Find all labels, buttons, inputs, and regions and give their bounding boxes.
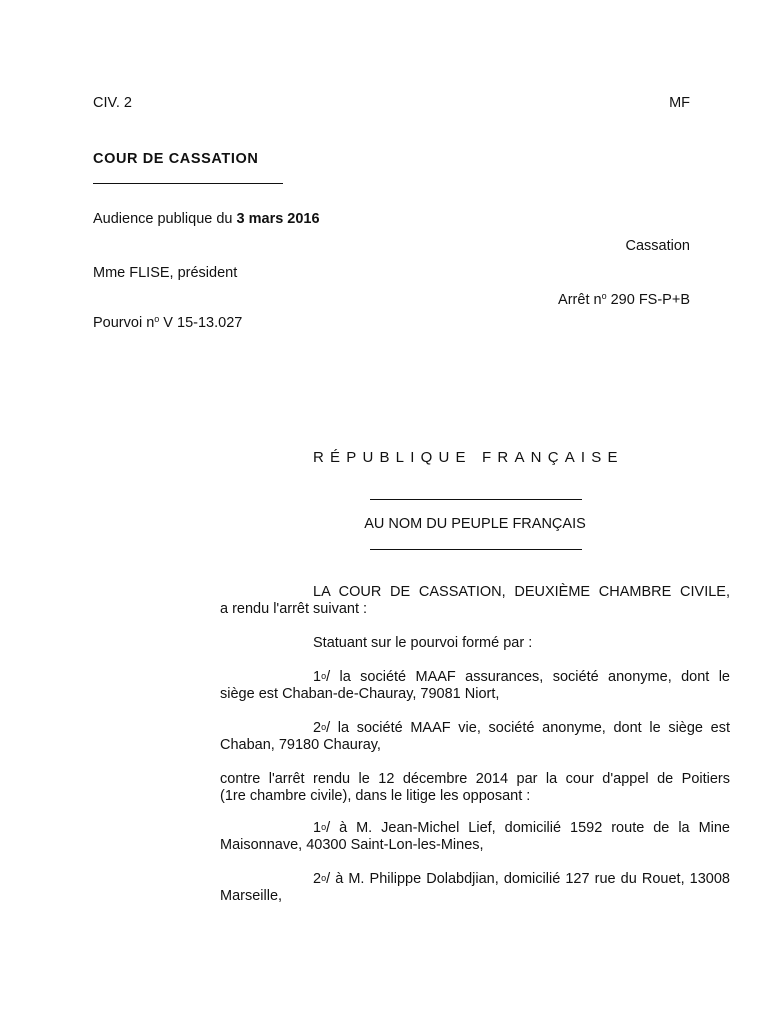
party-1-text: / la société MAAF assurances, société anonyme, dont le — [326, 669, 730, 685]
republic-subtitle-text: AU NOM DU PEUPLE FRANÇAIS — [364, 516, 586, 532]
party-2-num: 2 — [313, 720, 322, 736]
republic-rule-bottom — [370, 549, 582, 550]
paragraph-opponent-1-line2: Maisonnave, 40300 Saint-Lon-les-Mines, — [220, 837, 484, 853]
president-line: Mme FLISE, président — [93, 265, 238, 281]
paragraph-statuant: Statuant sur le pourvoi formé par : — [313, 635, 533, 651]
paragraph-opponent-2-line2: Marseille, — [220, 888, 283, 904]
decision-label: Cassation — [625, 238, 690, 254]
hearing-prefix: Audience publique du — [93, 211, 237, 227]
party-2-sup: o — [321, 722, 327, 732]
paragraph-opponent-2-line1 — [220, 871, 730, 888]
paragraph-court-line2: a rendu l'arrêt suivant : — [220, 601, 368, 617]
republic-title: RÉPUBLIQUE FRANÇAISE — [313, 449, 624, 466]
paragraph-opponent-1 — [220, 820, 730, 854]
paragraph-party-1-line1 — [220, 669, 730, 686]
paragraph-contre-line2: (1re chambre civile), dans le litige les opposant : — [220, 788, 531, 804]
opponent-2-num: 2 — [313, 871, 322, 887]
opponent-1-sup: o — [321, 822, 327, 832]
opponent-2-text: / à M. Philippe Dolabdjian, domicilié 127 rue du Rouet, 13008 — [326, 871, 730, 887]
chamber-code: CIV. 2 — [93, 95, 132, 111]
court-underline — [93, 183, 283, 184]
paragraph-opponent-2 — [220, 871, 730, 905]
pourvoi-label: Pourvoi n — [93, 315, 155, 331]
party-1-num: 1 — [313, 669, 322, 685]
party-2-text: / la société MAAF vie, société anonyme, dont le siège est — [326, 720, 730, 736]
paragraph-party-2-line2: Chaban, 79180 Chauray, — [220, 737, 381, 753]
paragraph-party-1-line2: siège est Chaban-de-Chauray, 79081 Niort, — [220, 686, 500, 702]
paragraph-court — [220, 584, 730, 618]
pourvoi-sup: o — [154, 314, 160, 324]
paragraph-party-2 — [220, 720, 730, 754]
paragraph-opponent-1-line1 — [220, 820, 730, 837]
hearing-line — [93, 211, 320, 227]
pourvoi-number — [93, 315, 242, 331]
opponent-1-text: / à M. Jean-Michel Lief, domicilié 1592 route de la Mine — [326, 820, 730, 836]
arret-number — [558, 292, 690, 308]
arret-sup: o — [601, 291, 607, 301]
paragraph-contre-line1: contre l'arrêt rendu le 12 décembre 2014 par la cour d'appel de Poitiers — [220, 771, 730, 787]
arret-value: 290 FS-P+B — [606, 292, 690, 308]
paragraph-party-1 — [220, 669, 730, 703]
party-1-sup: o — [321, 671, 327, 681]
initials-code: MF — [669, 95, 690, 111]
arret-label: Arrêt n — [558, 292, 602, 308]
republic-rule-top — [370, 499, 582, 500]
paragraph-party-2-line1 — [220, 720, 730, 737]
paragraph-court-line1: LA COUR DE CASSATION, DEUXIÈME CHAMBRE CIVILE, — [313, 584, 730, 600]
republic-subtitle — [220, 516, 730, 532]
paragraph-contre — [220, 771, 730, 805]
pourvoi-value: V 15-13.027 — [159, 315, 243, 331]
opponent-2-sup: o — [321, 873, 327, 883]
court-title: COUR DE CASSATION — [93, 151, 259, 167]
hearing-date: 3 mars 2016 — [236, 211, 320, 227]
opponent-1-num: 1 — [313, 820, 322, 836]
